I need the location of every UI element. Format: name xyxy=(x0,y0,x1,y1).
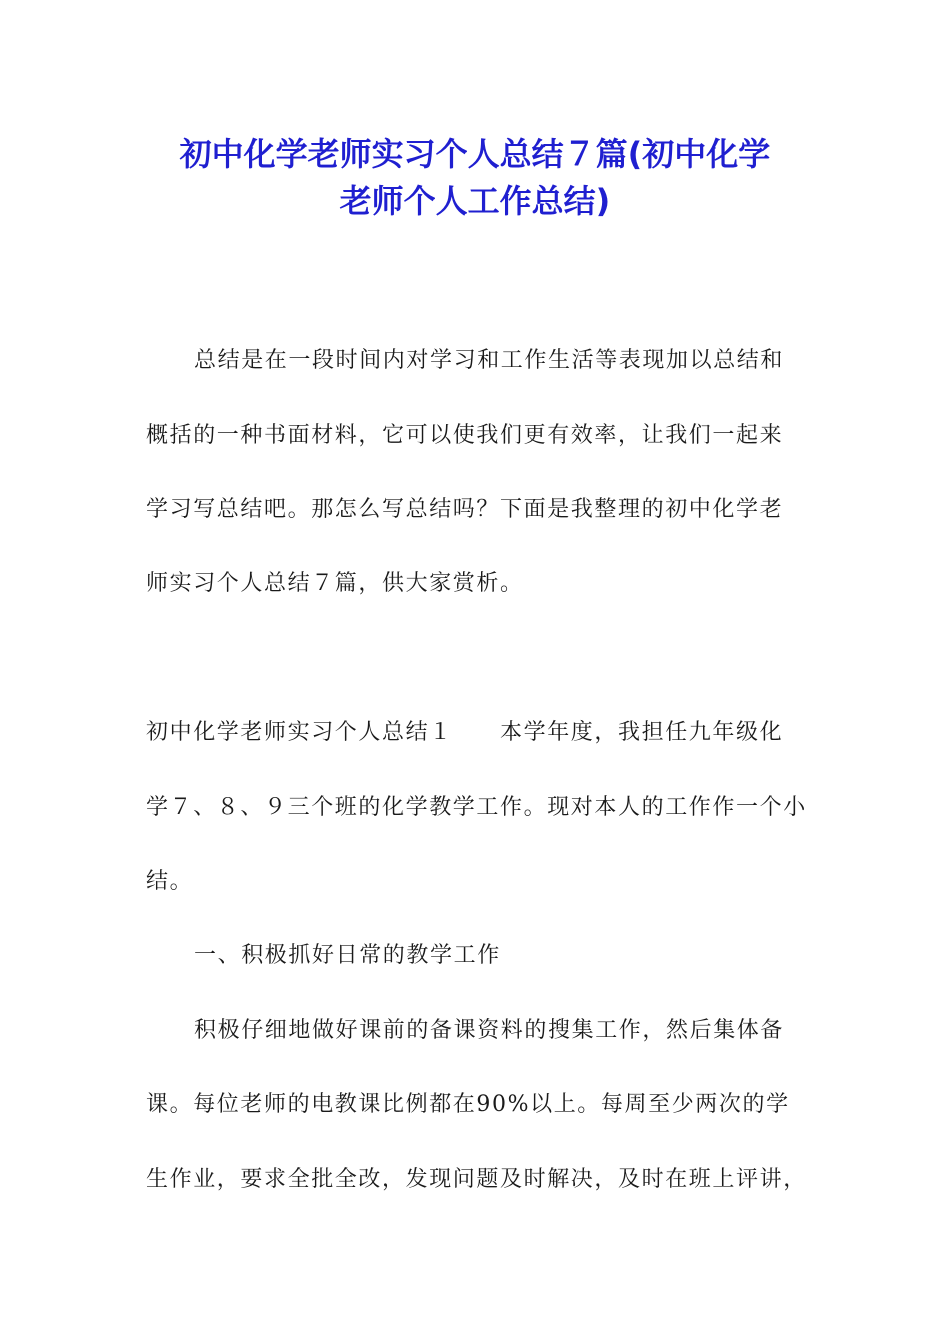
section1-line-3: 结。 xyxy=(146,869,194,894)
para2-line-3: 生作业，要求全批全改，发现问题及时解决，及时在班上评讲， xyxy=(146,1167,807,1192)
intro-line-3: 学习写总结吧。那怎么写总结吗？下面是我整理的初中化学老 xyxy=(146,497,784,522)
intro-line-1: 总结是在一段时间内对学习和工作生活等表现加以总结和 xyxy=(194,348,785,373)
intro-line-4: 师实习个人总结７篇，供大家赏析。 xyxy=(146,571,524,596)
document-title-line-1: 初中化学老师实习个人总结７篇(初中化学 xyxy=(179,135,771,173)
section1-line-2: 学７、８、９三个班的化学教学工作。现对本人的工作作一个小 xyxy=(146,795,807,820)
document-title-line-2: 老师个人工作总结) xyxy=(339,182,611,220)
intro-line-2: 概括的一种书面材料，它可以使我们更有效率，让我们一起来 xyxy=(146,423,784,448)
para2-line-2: 课。每位老师的电教课比例都在90%以上。每周至少两次的学 xyxy=(146,1092,790,1117)
heading-1: 一、积极抓好日常的教学工作 xyxy=(194,943,501,968)
para2-line-1: 积极仔细地做好课前的备课资料的搜集工作，然后集体备 xyxy=(194,1018,785,1043)
section1-line-1: 初中化学老师实习个人总结１ 本学年度，我担任九年级化 xyxy=(146,720,784,745)
